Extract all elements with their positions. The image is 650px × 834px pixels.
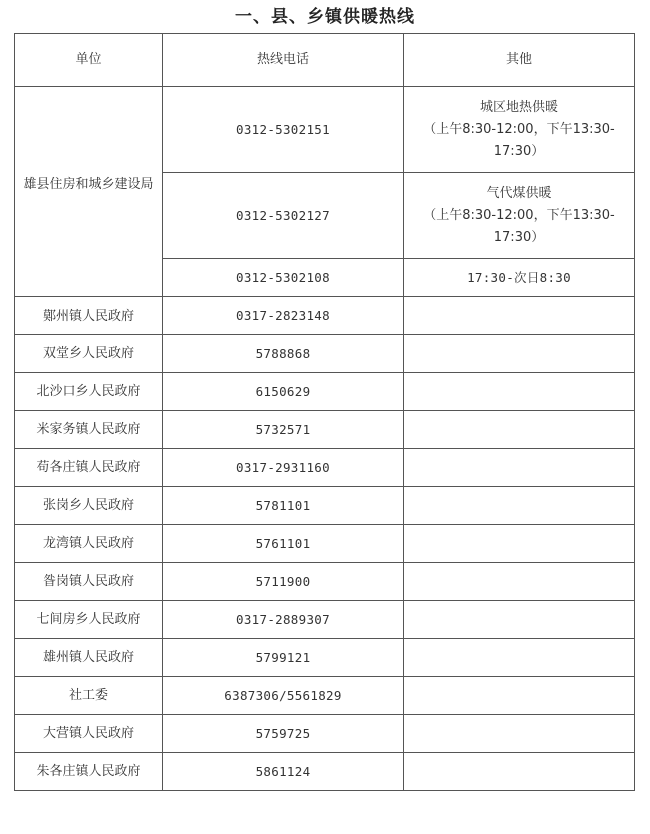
phone-cell: 0317-2823148 (163, 297, 404, 335)
unit-cell: 七间房乡人民政府 (15, 601, 163, 639)
table-row (15, 411, 635, 449)
header-unit: 单位 (15, 34, 163, 87)
phone-cell: 0312-5302151 (163, 87, 404, 173)
other-cell (404, 753, 635, 791)
phone-cell: 5781101 (163, 487, 404, 525)
other-cell (404, 563, 635, 601)
other-cell: 17:30-次日8:30 (404, 259, 635, 297)
phone-cell: 0312-5302127 (163, 173, 404, 259)
table-row (15, 601, 635, 639)
unit-cell: 昝岗镇人民政府 (15, 563, 163, 601)
phone-cell: 5711900 (163, 563, 404, 601)
unit-name: 雄县住房和城乡建设局 (23, 177, 154, 192)
unit-cell: 龙湾镇人民政府 (15, 525, 163, 563)
other-line: 气代煤供暖 (486, 185, 552, 201)
other-cell (404, 297, 635, 335)
other-line: （上午8:30-12:00，下午13:30- (423, 207, 615, 223)
xiongxian-unit-cell (15, 87, 163, 297)
other-cell (404, 525, 635, 563)
table-row (15, 335, 635, 373)
phone-cell: 5861124 (163, 753, 404, 791)
phone-cell: 6150629 (163, 373, 404, 411)
other-cell (404, 677, 635, 715)
other-cell (404, 173, 635, 259)
other-cell (404, 449, 635, 487)
table-row (15, 715, 635, 753)
unit-cell: 社工委 (15, 677, 163, 715)
other-line: （上午8:30-12:00，下午13:30- (423, 121, 615, 137)
phone-cell: 0317-2931160 (163, 449, 404, 487)
other-line: 城区地热供暖 (479, 99, 558, 115)
other-line: 17:30） (493, 229, 545, 245)
phone-cell: 6387306/5561829 (163, 677, 404, 715)
table-header-row (15, 34, 635, 87)
header-phone: 热线电话 (163, 34, 404, 87)
unit-cell: 米家务镇人民政府 (15, 411, 163, 449)
table-row (15, 373, 635, 411)
phone-cell: 5759725 (163, 715, 404, 753)
table-row (15, 677, 635, 715)
unit-cell: 张岗乡人民政府 (15, 487, 163, 525)
table-row (15, 639, 635, 677)
page-title: 一、县、乡镇供暖热线 (235, 7, 415, 27)
other-cell (404, 411, 635, 449)
phone-cell: 0312-5302108 (163, 259, 404, 297)
unit-cell: 苟各庄镇人民政府 (15, 449, 163, 487)
unit-cell: 北沙口乡人民政府 (15, 373, 163, 411)
other-cell (404, 601, 635, 639)
other-line: 17:30） (493, 143, 545, 159)
unit-cell: 鄚州镇人民政府 (15, 297, 163, 335)
header-other: 其他 (404, 34, 635, 87)
table-row (15, 753, 635, 791)
unit-cell: 大营镇人民政府 (15, 715, 163, 753)
phone-cell: 5732571 (163, 411, 404, 449)
phone-cell: 5788868 (163, 335, 404, 373)
unit-cell: 朱各庄镇人民政府 (15, 753, 163, 791)
other-cell (404, 639, 635, 677)
unit-cell: 雄州镇人民政府 (15, 639, 163, 677)
other-cell (404, 487, 635, 525)
other-cell (404, 335, 635, 373)
table-row (15, 87, 635, 173)
other-cell (404, 373, 635, 411)
heating-hotline-table (14, 33, 635, 791)
phone-cell: 5761101 (163, 525, 404, 563)
other-cell (404, 715, 635, 753)
table-row (15, 449, 635, 487)
phone-cell: 5799121 (163, 639, 404, 677)
unit-cell: 双堂乡人民政府 (15, 335, 163, 373)
table-row (15, 297, 635, 335)
table-row (15, 487, 635, 525)
table-row (15, 563, 635, 601)
table-row (15, 525, 635, 563)
other-cell (404, 87, 635, 173)
phone-cell: 0317-2889307 (163, 601, 404, 639)
